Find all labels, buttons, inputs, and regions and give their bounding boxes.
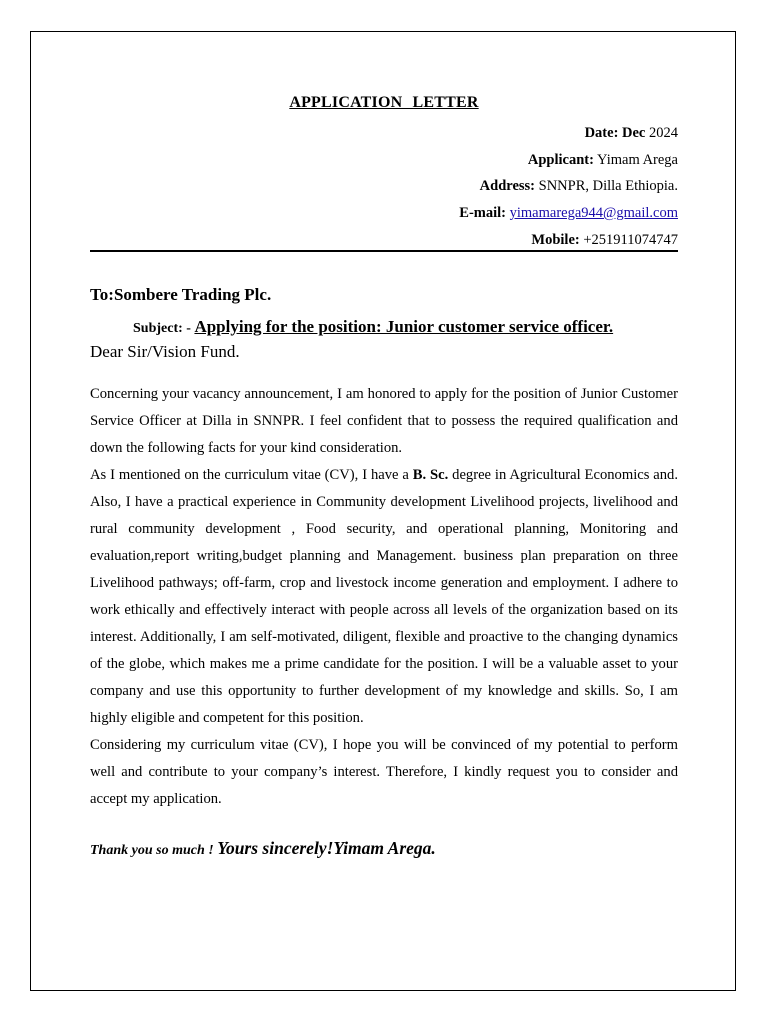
paragraph-1: Concerning your vacancy announcement, I am honored to apply for the position of Junior Customer Service Officer at Dilla in SNNPR. I feel confident that to possess the required qualification and down the following facts for your kind consideration.	[90, 386, 678, 456]
email-line	[459, 205, 678, 222]
email-label: E-mail:	[459, 205, 506, 221]
letter-body	[90, 381, 678, 813]
mobile-label: Mobile:	[531, 232, 580, 248]
paragraph-2	[90, 462, 678, 732]
mobile-value: +251911074747	[579, 232, 678, 248]
thanks-text: Thank you so much !	[90, 843, 218, 858]
applicant-label: Applicant:	[527, 152, 594, 168]
subject-text: Applying for the position: Junior customer service officer.	[194, 317, 614, 336]
recipient: To:Sombere Trading Plc.	[90, 285, 272, 304]
degree-bold: B. Sc.	[412, 467, 449, 483]
address-line	[480, 178, 678, 195]
date-value: 2024	[645, 125, 678, 141]
paragraph-3: Considering my curriculum vitae (CV), I hope you will be convinced of my potential to perform well and contribute to your company’s interest. Therefore, I kindly request you to consider and accept my application.	[90, 737, 678, 807]
applicant-line	[528, 152, 678, 169]
signoff-text: Yours sincerely!Yimam Arega.	[217, 838, 436, 858]
header-divider	[90, 250, 678, 252]
email-link[interactable]: yimamarega944@gmail.com	[509, 205, 678, 221]
address-label: Address:	[479, 178, 535, 194]
date-label: Date: Dec	[584, 125, 646, 141]
subject-line	[133, 317, 613, 337]
letter-title: APPLICATION LETTER	[289, 94, 479, 111]
paragraph-2-start: As I mentioned on the curriculum vitae (CV), I have a	[90, 467, 413, 483]
address-value: SNNPR, Dilla Ethiopia.	[535, 178, 678, 194]
subject-label: Subject: -	[133, 321, 195, 336]
salutation: Dear Sir/Vision Fund.	[90, 342, 240, 361]
applicant-value: Yimam Arega	[593, 152, 678, 168]
mobile-line	[531, 232, 678, 249]
paragraph-2-rest: degree in Agricultural Economics and. Also, I have a practical experience in Community development Livelihood projects, livelihood and rural community development , Food security, and operational planning, Monitoring and evaluation,report writing,budget planning and Management. business plan preparation on three Livelihood pathways; off-farm, crop and livestock income generation and employment. I adhere to work ethically and effectively interact with people across all levels of the organization based on its interest. Additionally, I am self-motivated, diligent, flexible and proactive to the changing dynamics of the globe, which makes me a prime candidate for the position. I will be a valuable asset to your company and use this opportunity to further development of my knowledge and skills. So, I am highly eligible and competent for this position.	[90, 467, 679, 726]
closing-line	[90, 838, 436, 859]
date-line	[585, 125, 678, 142]
